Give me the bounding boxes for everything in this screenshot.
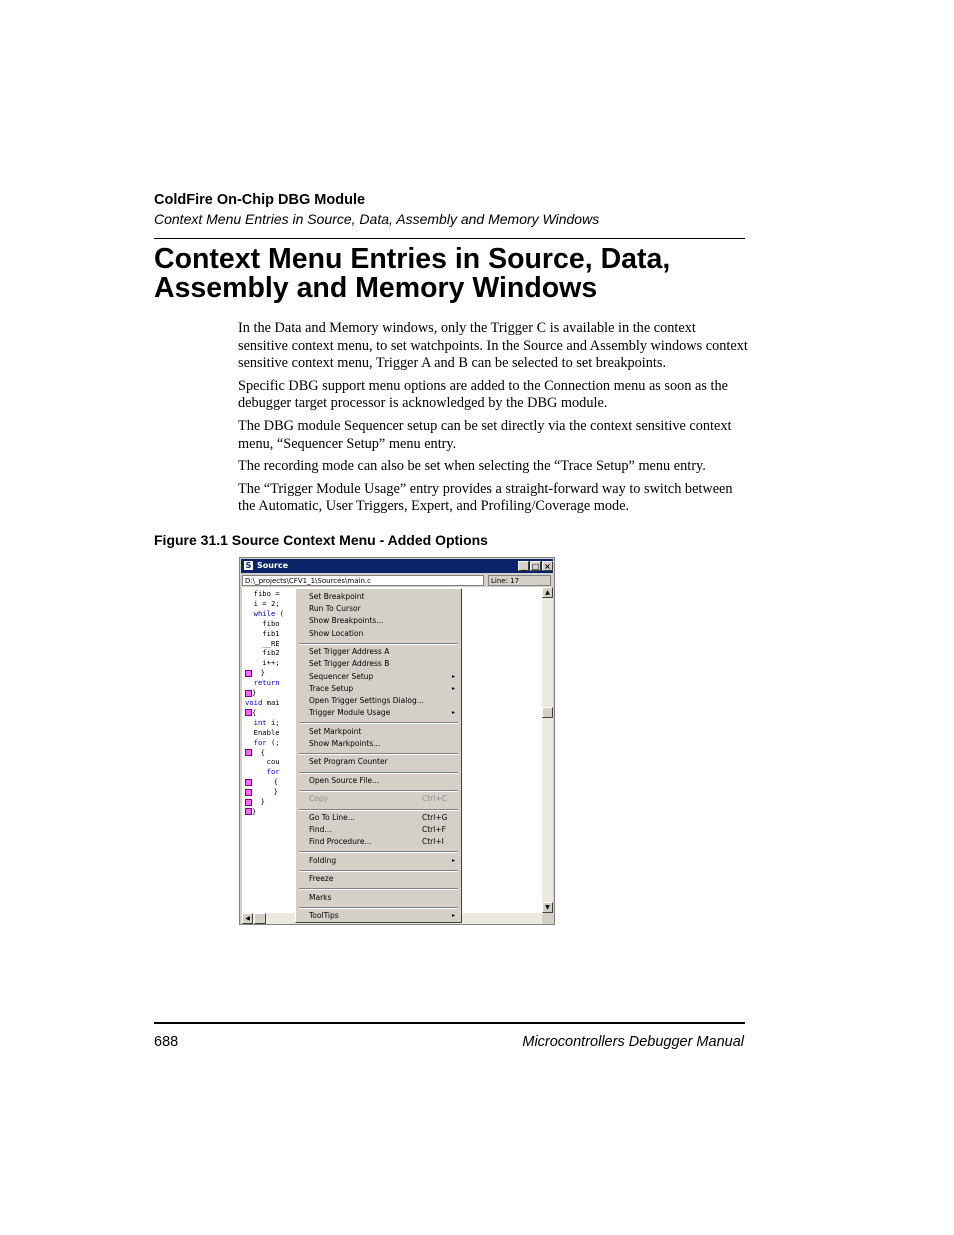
fold-marker-icon[interactable] [245,799,252,806]
menu-shortcut: Ctrl+C [422,794,447,804]
scroll-left-icon[interactable]: ◀ [242,913,253,924]
scroll-down-icon[interactable]: ▼ [542,902,553,913]
fold-marker-icon[interactable] [245,709,252,716]
fold-marker-icon[interactable] [245,779,252,786]
menu-item-set-trigger-address-b[interactable]: Set Trigger Address B [309,659,390,669]
header-rule [154,238,745,239]
menu-item-set-breakpoint[interactable]: Set Breakpoint [309,592,365,601]
menu-item-trigger-module-usage[interactable]: Trigger Module Usage [309,708,391,718]
code-line: { [245,777,284,787]
menu-shortcut: Ctrl+G [422,812,448,822]
menu-item-find[interactable]: Find... [309,825,332,834]
menu-item-folding[interactable]: Folding [309,855,337,865]
code-line: } [245,668,284,678]
code-line: fibo [245,618,280,628]
heading-line-2: Assembly and Memory Windows [154,272,598,304]
code-line: { [245,708,284,718]
code-line: while ( [253,608,284,618]
code-line: } [245,688,284,698]
submenu-arrow-icon: ▸ [452,912,456,920]
menu-item-tooltips[interactable]: ToolTips [309,911,339,921]
code-line: fib1 [245,628,280,638]
page-heading [154,245,754,303]
line-indicator: Line: 17 [488,575,551,586]
code-line: void mai [245,697,280,707]
code-line: for [266,767,280,777]
hscroll-thumb[interactable] [254,913,266,924]
manual-title: Microcontrollers Debugger Manual [522,1034,744,1050]
menu-separator [299,790,458,792]
menu-shortcut: Ctrl+I [422,837,444,847]
source-window-icon: S [245,561,252,570]
menu-item-set-trigger-address-a[interactable]: Set Trigger Address A [309,647,390,657]
fold-marker-icon[interactable] [245,808,252,815]
code-line: fib2 [245,648,280,658]
file-path: D:\_projects\CFV1_1\Sources\main.c [242,575,484,586]
menu-item-open-trigger-settings-dialog[interactable]: Open Trigger Settings Dialog... [309,695,424,705]
submenu-arrow-icon: ▸ [452,684,456,692]
footer-rule [154,1022,745,1024]
heading-line-1: Context Menu Entries in Source, Data, [154,243,671,275]
code-line: Enable [245,727,280,737]
menu-separator [299,888,458,890]
menu-separator [299,643,458,645]
menu-item-copy: Copy [309,794,329,804]
scroll-thumb[interactable] [542,707,553,718]
menu-item-show-location[interactable]: Show Location [309,628,364,638]
code-line: } [245,797,284,807]
figure-caption: Figure 31.1 Source Context Menu - Added Options [154,532,488,548]
menu-shortcut: Ctrl+F [422,825,446,834]
code-line: fibo = [245,589,280,598]
code-listing [245,589,284,817]
chapter-title: ColdFire On-Chip DBG Module [154,192,366,208]
close-button[interactable]: × [542,561,553,571]
code-line: i++; [245,658,280,668]
fold-marker-icon[interactable] [245,690,252,697]
paragraph: In the Data and Memory windows, only the Trigger C is available in the context sensitive context menu, to set watchpoints. In the Source and Assembly windows context sensitive context menu, Trigger A and B can be selected to set breakpoints. [238,320,748,372]
menu-item-marks[interactable]: Marks [309,892,332,902]
menu-item-show-breakpoints[interactable]: Show Breakpoints... [309,616,384,626]
code-line: int i; [253,717,280,727]
page-number: 688 [154,1034,179,1050]
menu-separator [299,907,458,909]
context-menu [295,588,462,923]
menu-separator [299,851,458,853]
submenu-arrow-icon: ▸ [452,709,456,717]
code-line: i = 2; [245,598,280,608]
menu-item-sequencer-setup[interactable]: Sequencer Setup [309,671,374,681]
section-subtitle: Context Menu Entries in Source, Data, Assembly and Memory Windows [154,211,600,227]
menu-separator [299,753,458,755]
menu-separator [299,809,458,811]
fold-marker-icon[interactable] [245,749,252,756]
code-line: cou [245,757,280,767]
submenu-arrow-icon: ▸ [452,856,456,864]
menu-item-find-procedure[interactable]: Find Procedure... [309,837,372,847]
code-line: for (; [253,737,280,747]
code-line: } [245,807,284,817]
code-line: __RE [245,638,280,648]
window-titlebar[interactable] [241,559,553,573]
menu-item-set-program-counter[interactable]: Set Program Counter [309,757,388,767]
code-line: return [253,678,280,688]
fold-marker-icon[interactable] [245,789,252,796]
paragraph: Specific DBG support menu options are added to the Connection menu as soon as the debugger target processor is acknowledged by the DBG module. [238,377,728,412]
menu-separator [299,870,458,872]
menu-item-open-source-file[interactable]: Open Source File... [309,775,380,785]
scroll-up-icon[interactable]: ▲ [542,587,553,598]
submenu-arrow-icon: ▸ [452,672,456,680]
menu-separator [299,772,458,774]
window-title: Source [257,561,289,570]
paragraph: The DBG module Sequencer setup can be set directly via the context sensitive context menu, “Sequencer Setup” menu entry. [238,417,732,452]
fold-marker-icon[interactable] [245,670,252,677]
menu-item-go-to-line[interactable]: Go To Line... [309,812,355,822]
paragraph: The “Trigger Module Usage” entry provides a straight-forward way to switch between the Automatic, User Triggers, Expert, and Profiling/Coverage mode. [238,480,733,515]
code-line: { [245,748,284,758]
menu-item-set-markpoint[interactable]: Set Markpoint [309,726,362,736]
code-line: } [245,787,284,797]
menu-item-trace-setup[interactable]: Trace Setup [309,683,354,693]
vertical-scrollbar[interactable] [542,587,553,913]
minimize-button[interactable]: _ [518,561,529,571]
body-text [238,320,748,521]
menu-item-show-markpoints[interactable]: Show Markpoints... [309,738,381,748]
menu-separator [299,722,458,724]
menu-item-run-to-cursor[interactable]: Run To Cursor [309,604,361,614]
maximize-button[interactable]: □ [531,562,540,571]
menu-item-freeze[interactable]: Freeze [309,874,334,884]
paragraph: The recording mode can also be set when selecting the “Trace Setup” menu entry. [238,458,706,475]
